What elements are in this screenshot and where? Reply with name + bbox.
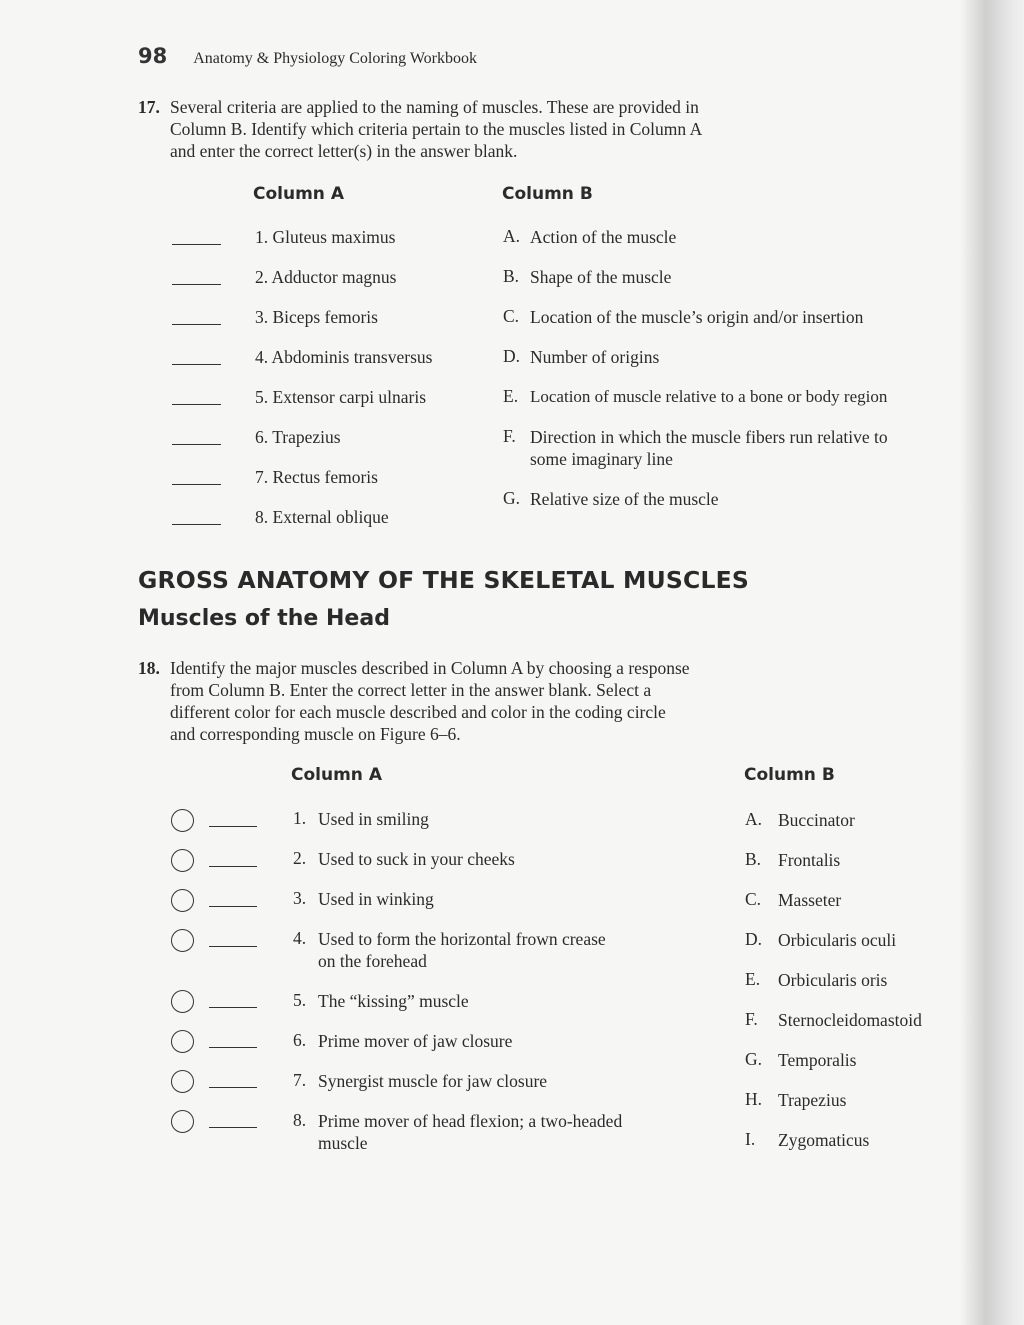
list-item: 7. Rectus femoris: [255, 467, 378, 487]
item-text: muscle: [318, 1133, 368, 1153]
answer-blank[interactable]: [172, 404, 221, 405]
list-item: 3. Biceps femoris: [255, 307, 378, 327]
option-text: Trapezius: [778, 1090, 847, 1110]
answer-blank[interactable]: [209, 906, 257, 907]
section-title: GROSS ANATOMY OF THE SKELETAL MUSCLES: [138, 566, 750, 594]
list-item: 5. Extensor carpi ulnaris: [255, 387, 427, 407]
answer-blank[interactable]: [172, 364, 221, 365]
prompt-line: and corresponding muscle on Figure 6–6.: [170, 724, 461, 744]
option-text: Location of the muscle’s origin and/or insertion: [530, 307, 864, 327]
item-text: Used to suck in your cheeks: [318, 849, 515, 869]
option-letter: G.: [503, 488, 521, 508]
option-text: Direction in which the muscle fibers run relative to: [530, 427, 888, 447]
item-number: 6.: [293, 1030, 307, 1050]
list-item: 8. External oblique: [255, 507, 389, 527]
answer-blank[interactable]: [209, 946, 257, 947]
section-subtitle: Muscles of the Head: [138, 606, 390, 631]
option-letter: H.: [745, 1089, 763, 1109]
page-header: [138, 44, 477, 68]
color-coding-circle[interactable]: [171, 849, 194, 872]
answer-blank[interactable]: [172, 244, 221, 245]
option-text: Sternocleidomastoid: [778, 1010, 922, 1030]
answer-blank[interactable]: [172, 484, 221, 485]
color-coding-circle[interactable]: [171, 990, 194, 1013]
question-17-prompt: [138, 96, 702, 162]
option-text: Orbicularis oris: [778, 970, 888, 990]
item-number: 8.: [293, 1110, 307, 1130]
page-number: 98: [138, 44, 168, 68]
list-item: 6. Trapezius: [255, 427, 341, 447]
option-text: Frontalis: [778, 850, 841, 870]
option-letter: F.: [503, 426, 516, 446]
page-gutter-shadow: [960, 0, 1024, 1325]
prompt-line: Identify the major muscles described in Column A by choosing a response: [170, 658, 690, 678]
list-item: 2. Adductor magnus: [255, 267, 397, 287]
option-letter: E.: [503, 386, 519, 406]
item-text: Used to form the horizontal frown crease: [318, 929, 606, 949]
answer-blank[interactable]: [209, 1047, 257, 1048]
answer-blank[interactable]: [172, 284, 221, 285]
option-text: Masseter: [778, 890, 842, 910]
prompt-line: and enter the correct letter(s) in the answer blank.: [170, 141, 518, 161]
option-letter: D.: [745, 929, 763, 949]
q17-column-a-heading: Column A: [253, 184, 344, 204]
list-item: 1. Gluteus maximus: [255, 227, 396, 247]
prompt-line: Several criteria are applied to the naming of muscles. These are provided in: [170, 97, 699, 117]
answer-blank[interactable]: [209, 1127, 257, 1128]
option-text: Zygomaticus: [778, 1130, 870, 1150]
color-coding-circle[interactable]: [171, 889, 194, 912]
option-text: Location of muscle relative to a bone or body region: [530, 387, 888, 406]
color-coding-circle[interactable]: [171, 929, 194, 952]
item-number: 4.: [293, 928, 307, 948]
option-text: Shape of the muscle: [530, 267, 672, 287]
answer-blank[interactable]: [172, 324, 221, 325]
item-number: 3.: [293, 888, 307, 908]
item-text: Synergist muscle for jaw closure: [318, 1071, 548, 1091]
question-number: 17.: [138, 97, 160, 117]
item-text: The “kissing” muscle: [318, 991, 469, 1011]
option-letter: I.: [745, 1129, 756, 1149]
item-text: Used in smiling: [318, 809, 429, 829]
option-text: Orbicularis oculi: [778, 930, 897, 950]
option-text: Action of the muscle: [530, 227, 677, 247]
item-number: 7.: [293, 1070, 307, 1090]
item-text: Prime mover of head flexion; a two-headed: [318, 1111, 623, 1131]
question-18-prompt: [138, 657, 690, 745]
color-coding-circle[interactable]: [171, 809, 194, 832]
option-letter: G.: [745, 1049, 763, 1069]
option-letter: B.: [503, 266, 520, 286]
q17-column-b-heading: Column B: [502, 184, 593, 204]
book-title: Anatomy & Physiology Coloring Workbook: [193, 50, 477, 67]
option-text: Number of origins: [530, 347, 660, 367]
item-number: 5.: [293, 990, 307, 1010]
q18-column-b-heading: Column B: [744, 765, 835, 785]
item-text: Used in winking: [318, 889, 434, 909]
color-coding-circle[interactable]: [171, 1070, 194, 1093]
question-number: 18.: [138, 658, 160, 678]
option-text: some imaginary line: [530, 449, 673, 469]
answer-blank[interactable]: [209, 1087, 257, 1088]
option-text: Relative size of the muscle: [530, 489, 719, 509]
item-text: on the forehead: [318, 951, 427, 971]
option-letter: D.: [503, 346, 521, 366]
answer-blank[interactable]: [209, 866, 257, 867]
answer-blank[interactable]: [209, 1007, 257, 1008]
answer-blank[interactable]: [172, 524, 221, 525]
item-text: Prime mover of jaw closure: [318, 1031, 513, 1051]
item-number: 1.: [293, 808, 307, 828]
list-item: 4. Abdominis transversus: [255, 347, 433, 367]
q18-column-a-heading: Column A: [291, 765, 382, 785]
option-text: Buccinator: [778, 810, 855, 830]
prompt-line: different color for each muscle described and color in the coding circle: [170, 702, 666, 722]
option-letter: B.: [745, 849, 762, 869]
option-letter: A.: [745, 809, 763, 829]
answer-blank[interactable]: [209, 826, 257, 827]
option-letter: A.: [503, 226, 521, 246]
prompt-line: Column B. Identify which criteria pertain to the muscles listed in Column A: [170, 119, 703, 139]
color-coding-circle[interactable]: [171, 1030, 194, 1053]
prompt-line: from Column B. Enter the correct letter in the answer blank. Select a: [170, 680, 652, 700]
option-text: Temporalis: [778, 1050, 857, 1070]
answer-blank[interactable]: [172, 444, 221, 445]
option-letter: C.: [503, 306, 520, 326]
option-letter: F.: [745, 1009, 758, 1029]
option-letter: C.: [745, 889, 762, 909]
item-number: 2.: [293, 848, 307, 868]
color-coding-circle[interactable]: [171, 1110, 194, 1133]
option-letter: E.: [745, 969, 761, 989]
